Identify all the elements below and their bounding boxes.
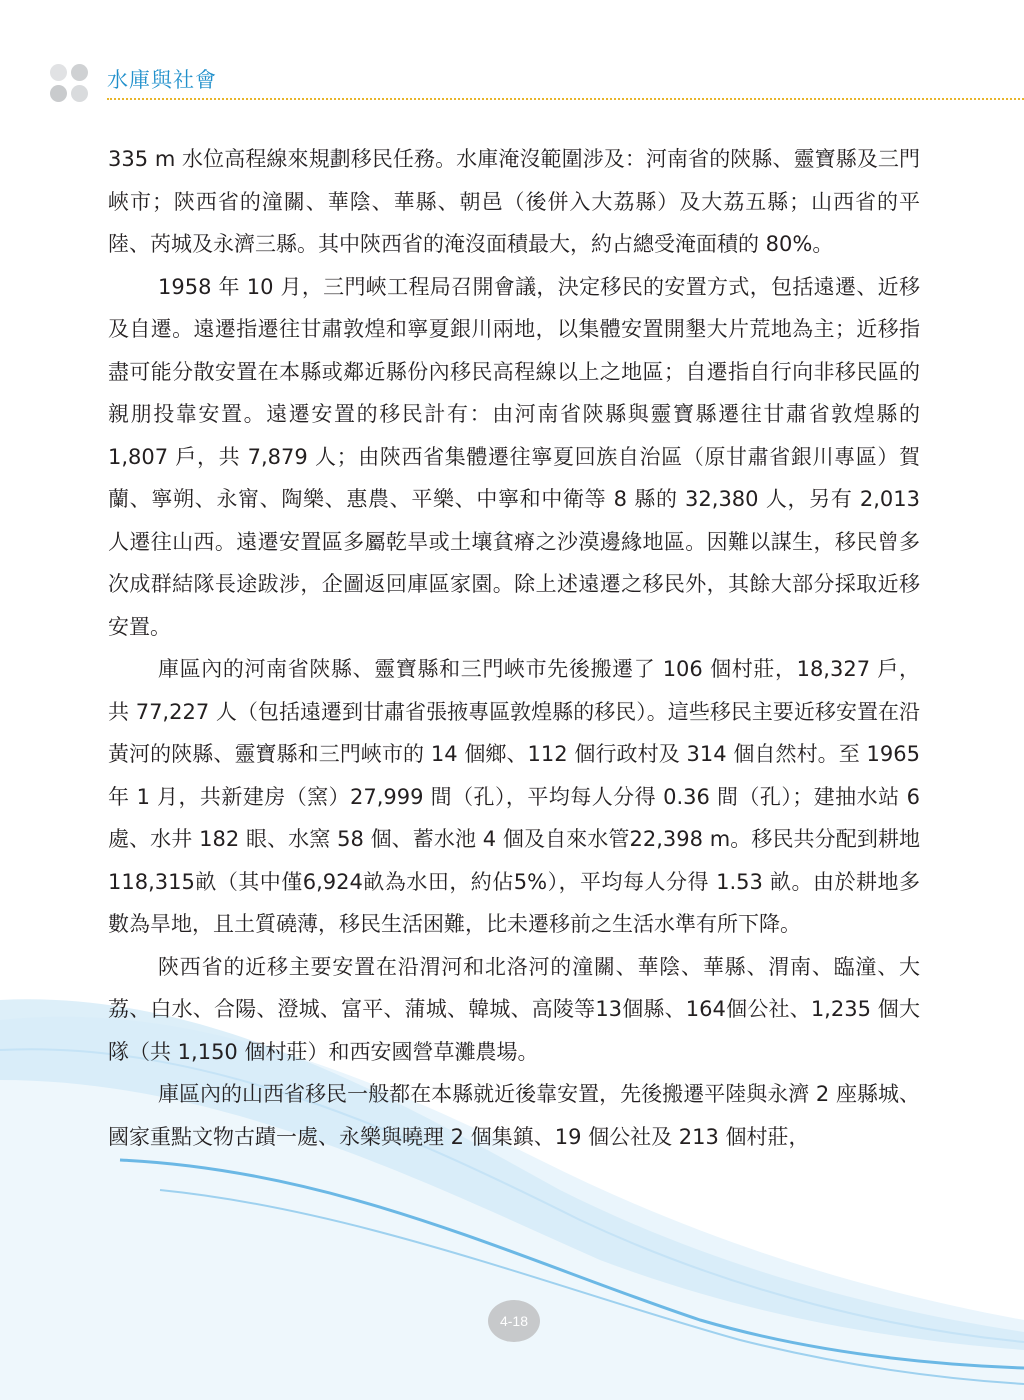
chapter-title: 水庫與社會 <box>107 68 217 92</box>
paragraph: 庫區內的河南省陝縣、靈寶縣和三門峽市先後搬遷了 106 個村莊，18,327 戶，共 77,227 人（包括遠遷到甘肅省張掖專區敦煌縣的移民）。這些移民主要近移安置在沿黃河的陝縣、靈寶縣和三門峽市的 14 個鄉、112 個行政村及 314 個自然村。至 1965 年 1 月，共新建房（窯）27,999 間（孔），平均每人分得 0.36 間（孔）；建抽水站 6 處、水井 182 眼、水窯 58 個、蓄水池 4 個及自來水管22,398 m。移民共分配到耕地118,315畝（其中僅6,924畝為水田，約佔5%），平均每人分得 1.53 畝。由於耕地多數為旱地，且土質磽薄，移民生活困難，比未遷移前之生活水準有所下降。 <box>108 657 920 936</box>
paragraph: 1958 年 10 月，三門峽工程局召開會議，決定移民的安置方式，包括遠遷、近移及自遷。遠遷指遷往甘肅敦煌和寧夏銀川兩地，以集體安置開墾大片荒地為主；近移指盡可能分散安置在本縣或鄰近縣份內移民高程線以上之地區；自遷指自行向非移民區的親朋投靠安置。遠遷安置的移民計有：由河南省陝縣與靈寶縣遷往甘肅省敦煌縣的 1,807 戶，共 7,879 人；由陝西省集體遷往寧夏回族自治區（原甘肅省銀川專區）賀蘭、寧朔、永甯、陶樂、惠農、平樂、中寧和中衛等 8 縣的 32,380 人，另有 2,013 人遷往山西。遠遷安置區多屬乾旱或土壤貧瘠之沙漠邊緣地區。因難以謀生，移民曾多次成群結隊長途跋涉，企圖返回庫區家園。除上述遠遷之移民外，其餘大部分採取近移安置。 <box>108 274 920 639</box>
paragraph: 335 m 水位高程線來規劃移民任務。水庫淹沒範圍涉及：河南省的陝縣、靈寶縣及三門峽市；陝西省的潼關、華陰、華縣、朝邑（後併入大荔縣）及大荔五縣；山西省的平陸、芮城及永濟三縣。其中陝西省的淹沒面積最大，約占總受淹面積的 80%。 <box>108 147 920 256</box>
paragraph: 庫區內的山西省移民一般都在本縣就近後靠安置，先後搬遷平陸與永濟 2 座縣城、國家重點文物古蹟一處、永樂與曉理 2 個集鎮、19 個公社及 213 個村莊， <box>108 1082 920 1149</box>
body-text <box>108 138 920 1158</box>
paragraph: 陝西省的近移主要安置在沿渭河和北洛河的潼關、華陰、華縣、渭南、臨潼、大荔、白水、合陽、澄城、富平、蒲城、韓城、高陵等13個縣、164個公社、1,235 個大隊（共 1,150 個村莊）和西安國營草灘農場。 <box>108 954 920 1064</box>
header-divider <box>107 98 1024 100</box>
page-number: 4-18 <box>499 1313 529 1329</box>
four-dots-logo-icon <box>50 64 90 104</box>
page-header <box>50 56 1024 106</box>
page-number-badge <box>488 1300 540 1342</box>
